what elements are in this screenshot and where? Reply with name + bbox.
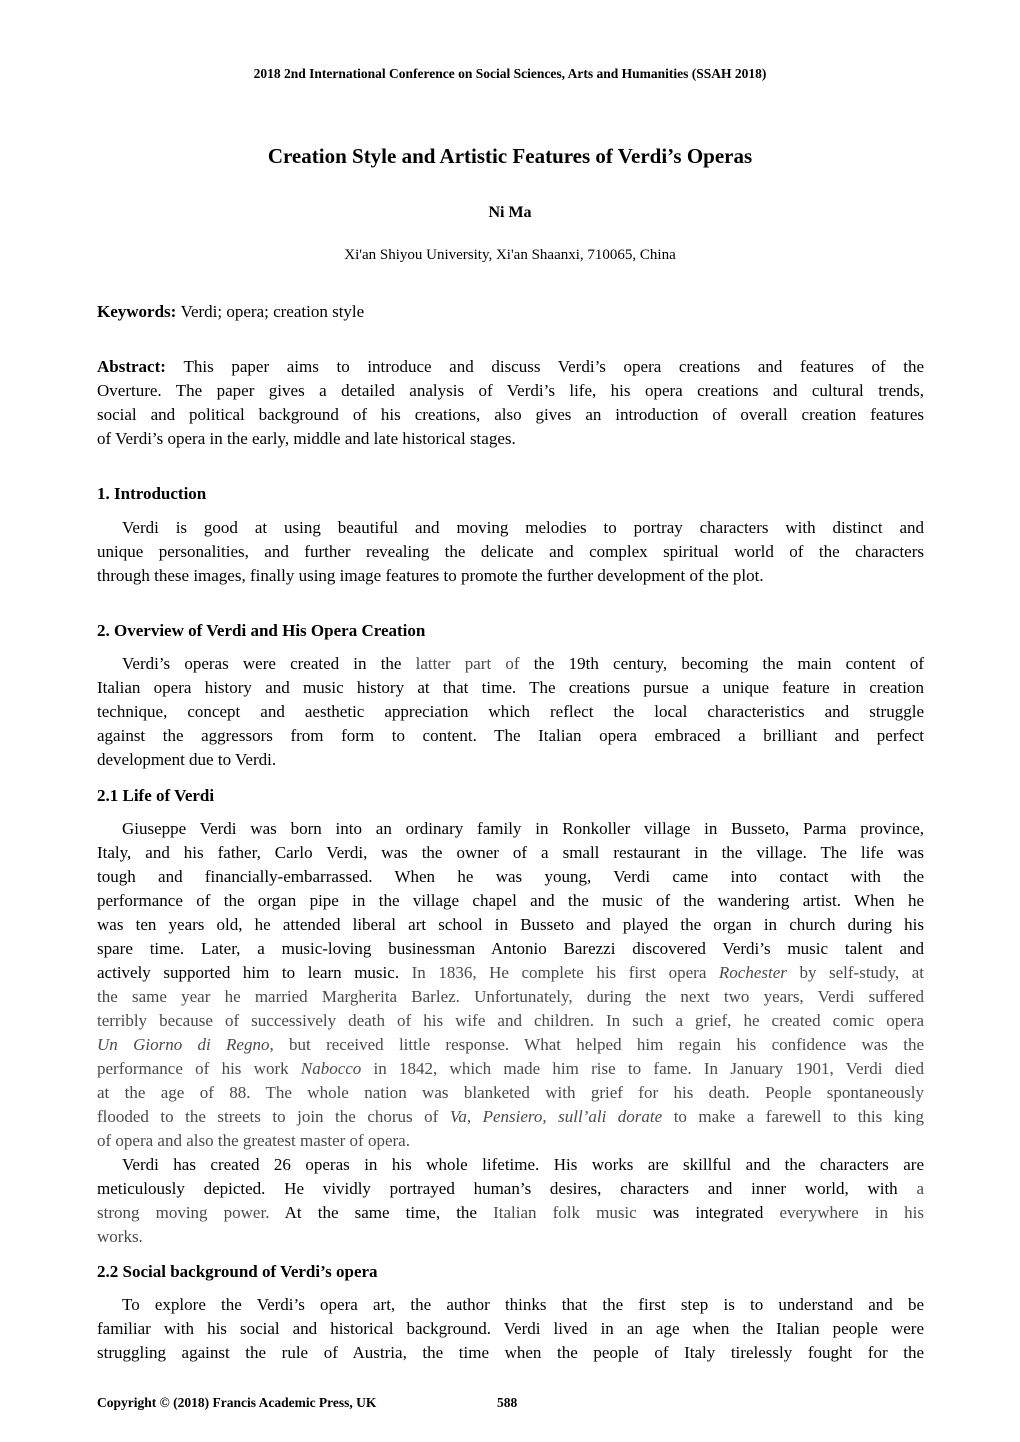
text-segment: through these images, finally using image features to promote the further development of the plot. bbox=[97, 566, 764, 585]
paper-title: Creation Style and Artistic Features of Verdi’s Operas bbox=[267, 144, 753, 168]
text-segment: Overture. The paper gives a detailed analysis of Verdi’s life, his opera creations and cultural trends, bbox=[97, 381, 924, 400]
text-segment: to make a farewell to this king bbox=[662, 1107, 924, 1126]
text-segment: was integrated bbox=[636, 1203, 780, 1222]
text-segment: Italy, and his father, Carlo Verdi, was the owner of a small restaurant in the village. The life was bbox=[97, 843, 924, 862]
text-segment: tough and financially-embarrassed. When he was young, Verdi came into contact with the bbox=[97, 867, 924, 886]
abstract bbox=[97, 355, 924, 451]
text-line bbox=[97, 865, 924, 889]
text-segment: In 1836, He complete his first opera bbox=[411, 963, 719, 982]
text-line bbox=[97, 652, 924, 676]
text-segment: Un Giorno di Regno bbox=[97, 1035, 270, 1054]
text-line bbox=[97, 516, 924, 540]
text-line bbox=[97, 1317, 924, 1341]
text-line bbox=[97, 355, 924, 379]
text-line bbox=[97, 564, 924, 588]
affiliation: Xi'an Shiyou University, Xi'an Shaanxi, 710065, China bbox=[344, 247, 676, 263]
heading-social-background: 2.2 Social background of Verdi’s opera bbox=[97, 1262, 378, 1281]
text-segment: To explore the Verdi’s opera art, the author thinks that the first step is to understand and be bbox=[122, 1295, 924, 1314]
text-line bbox=[97, 700, 924, 724]
text-segment: Rochester bbox=[718, 963, 787, 982]
text-line bbox=[97, 1341, 924, 1365]
text-segment: technique, concept and aesthetic appreciation which reflect the local characteristics and struggle bbox=[97, 702, 924, 721]
text-segment: struggling against the rule of Austria, the time when the people of Italy tirelessly fought for the bbox=[97, 1343, 924, 1362]
text-line bbox=[97, 1177, 924, 1201]
life-of-verdi-paragraphs bbox=[97, 817, 924, 1249]
text-segment: flooded to the streets to join the chorus of bbox=[97, 1107, 450, 1126]
text-line bbox=[97, 748, 924, 772]
text-line bbox=[97, 817, 924, 841]
text-segment: Verdi is good at using beautiful and moving melodies to portray characters with distinct and bbox=[122, 518, 924, 537]
text-line bbox=[97, 403, 924, 427]
copyright-footer: Copyright © (2018) Francis Academic Press, UK bbox=[97, 1395, 377, 1410]
text-line bbox=[97, 540, 924, 564]
text-line bbox=[97, 1105, 924, 1129]
text-segment: actively supported him to learn music. bbox=[97, 963, 412, 982]
text-segment: This paper aims to introduce and discuss Verdi’s opera creations and features of the bbox=[183, 357, 925, 376]
text-segment: At the same time, the bbox=[269, 1203, 494, 1222]
text-line bbox=[97, 937, 924, 961]
text-segment: everywhere in his bbox=[779, 1203, 924, 1222]
text-segment: works. bbox=[97, 1227, 143, 1246]
text-segment: Va, Pensiero, sull’ali dorate bbox=[449, 1107, 663, 1126]
text-line bbox=[97, 985, 924, 1009]
text-line bbox=[97, 1201, 924, 1225]
conference-header: 2018 2nd International Conference on Social Sciences, Arts and Humanities (SSAH 2018) bbox=[253, 66, 767, 81]
label: Keywords: bbox=[97, 302, 181, 321]
text-segment: performance of the organ pipe in the village chapel and the music of the wandering artist. When he bbox=[97, 891, 924, 910]
text-line bbox=[97, 427, 924, 451]
text-segment: in 1842, which made him rise to fame. In January 1901, Verdi died bbox=[361, 1059, 924, 1078]
text-segment: latter part of bbox=[415, 654, 520, 673]
text-segment: was ten years old, he attended liberal art school in Busseto and played the organ in church during his bbox=[97, 915, 924, 934]
text-line bbox=[97, 841, 924, 865]
text-segment: the 19th century, becoming the main content of bbox=[519, 654, 924, 673]
label: Abstract: bbox=[97, 357, 184, 376]
page-number: 588 bbox=[497, 1395, 518, 1410]
text-segment: development due to Verdi. bbox=[97, 750, 277, 769]
text-segment: of Verdi’s opera in the early, middle and late historical stages. bbox=[97, 429, 516, 448]
text-segment: social and political background of his creations, also gives an introduction of overall creation features bbox=[97, 405, 924, 424]
text-line bbox=[97, 913, 924, 937]
text-line bbox=[97, 300, 924, 324]
text-segment: terribly because of successively death of his wife and children. In such a grief, he created comic opera bbox=[97, 1011, 924, 1030]
text-line bbox=[97, 1153, 924, 1177]
text-line bbox=[97, 1129, 924, 1153]
overview-paragraph bbox=[97, 652, 924, 772]
keywords bbox=[97, 300, 924, 324]
text-segment: familiar with his social and historical background. Verdi lived in an age when the Italian people were bbox=[97, 1319, 924, 1338]
social-background-paragraph bbox=[97, 1293, 924, 1365]
author: Ni Ma bbox=[488, 204, 532, 221]
text-line bbox=[97, 1057, 924, 1081]
text-segment: Verdi has created 26 operas in his whole lifetime. His works are skillful and the characters are bbox=[122, 1155, 924, 1174]
text-segment: the same year he married Margherita Barlez. Unfortunately, during the next two years, Verdi suffered bbox=[97, 987, 924, 1006]
text-line bbox=[97, 1009, 924, 1033]
heading-introduction: 1. Introduction bbox=[97, 484, 207, 503]
text-segment: a bbox=[916, 1179, 924, 1198]
text-segment: against the aggressors from form to content. The Italian opera embraced a brilliant and perfect bbox=[97, 726, 924, 745]
introduction-paragraph bbox=[97, 516, 924, 588]
text-line bbox=[97, 1081, 924, 1105]
text-segment: Verdi’s operas were created in the bbox=[122, 654, 416, 673]
text-line bbox=[97, 1225, 924, 1249]
text-segment: Italian opera history and music history at that time. The creations pursue a unique feature in creation bbox=[97, 678, 924, 697]
text-segment: unique personalities, and further revealing the delicate and complex spiritual world of the characters bbox=[97, 542, 924, 561]
text-segment: by self-study, at bbox=[786, 963, 924, 982]
text-segment: spare time. Later, a music-loving businessman Antonio Barezzi discovered Verdi’s music talent and bbox=[97, 939, 924, 958]
text-segment: Giuseppe Verdi was born into an ordinary family in Ronkoller village in Busseto, Parma province, bbox=[122, 819, 924, 838]
text-segment: performance of his work bbox=[97, 1059, 301, 1078]
text-segment: , but received little response. What helped him regain his confidence was the bbox=[269, 1035, 924, 1054]
heading-life-of-verdi: 2.1 Life of Verdi bbox=[97, 786, 215, 805]
text-segment: at the age of 88. The whole nation was blanketed with grief for his death. People spontaneously bbox=[97, 1083, 924, 1102]
text-segment: meticulously depicted. He vividly portrayed human’s desires, characters and inner world, with bbox=[97, 1179, 917, 1198]
text-segment: Verdi; opera; creation style bbox=[180, 302, 365, 321]
text-line bbox=[97, 676, 924, 700]
text-segment: strong moving power. bbox=[97, 1203, 270, 1222]
text-line bbox=[97, 1293, 924, 1317]
text-line bbox=[97, 889, 924, 913]
text-segment: of opera and also the greatest master of opera. bbox=[97, 1131, 410, 1150]
text-segment: Nabocco bbox=[300, 1059, 362, 1078]
text-line bbox=[97, 1033, 924, 1057]
text-line bbox=[97, 379, 924, 403]
text-line bbox=[97, 961, 924, 985]
text-line bbox=[97, 724, 924, 748]
heading-overview: 2. Overview of Verdi and His Opera Creation bbox=[97, 621, 426, 640]
text-segment: Italian folk music bbox=[493, 1203, 637, 1222]
